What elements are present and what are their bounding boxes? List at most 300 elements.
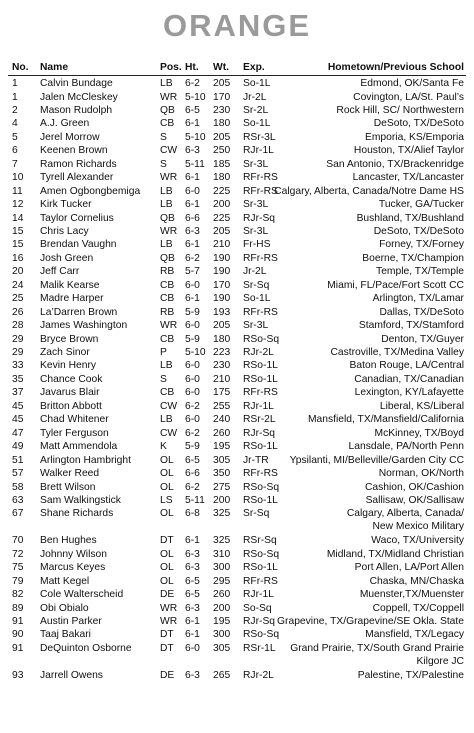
- table-header: [0, 61, 474, 74]
- cell-hometown: Grapevine, TX/Grapevine/SE Okla. State: [277, 616, 464, 627]
- cell-wt: 310: [213, 548, 231, 560]
- cell-hometown: Canadian, TX/Canadian: [354, 373, 464, 385]
- cell-hometown: Sallisaw, OK/Sallisaw: [365, 494, 464, 506]
- cell-no: 89: [12, 602, 24, 614]
- cell-no: 15: [12, 225, 24, 237]
- table-row: [0, 77, 474, 90]
- cell-pos: S: [160, 131, 167, 143]
- cell-no: 91: [12, 616, 24, 627]
- cell-name: DeQuinton Osborne: [40, 642, 132, 654]
- cell-name: Austin Parker: [40, 616, 102, 627]
- header-pos: Pos.: [160, 62, 182, 73]
- cell-no: 51: [12, 454, 24, 466]
- cell-exp: RJr-2L: [243, 347, 274, 358]
- cell-ht: 6-2: [185, 400, 200, 412]
- cell-no: 10: [12, 172, 24, 184]
- cell-no: 1: [12, 91, 18, 103]
- cell-no: 33: [12, 360, 24, 372]
- cell-name: Javarus Blair: [40, 387, 100, 399]
- table-row: [0, 306, 474, 319]
- table-row: [0, 413, 474, 426]
- cell-no: 29: [12, 333, 24, 345]
- cell-ht: 6-0: [185, 387, 200, 399]
- cell-no: 49: [12, 441, 24, 453]
- cell-pos: LB: [160, 185, 173, 197]
- cell-ht: 6-3: [185, 602, 200, 614]
- cell-wt: 205: [213, 78, 231, 89]
- cell-name: Chance Cook: [40, 373, 103, 385]
- table-row: [0, 400, 474, 413]
- cell-no: 93: [12, 669, 24, 681]
- cell-ht: 6-1: [185, 293, 200, 305]
- cell-hometown: Covington, LA/St. Paul’s: [353, 91, 464, 103]
- cell-pos: WR: [160, 172, 178, 184]
- cell-hometown: Miami, FL/Pace/Fort Scott CC: [327, 279, 464, 291]
- cell-no: 5: [12, 131, 18, 143]
- cell-name: Taaj Bakari: [40, 629, 91, 641]
- cell-hometown-continued: New Mexico Military: [372, 521, 464, 533]
- table-row: [0, 198, 474, 211]
- header-exp: Exp.: [243, 62, 265, 73]
- cell-wt: 223: [213, 347, 231, 358]
- cell-hometown: Lexington, KY/Lafayette: [354, 387, 464, 399]
- cell-no: 47: [12, 427, 24, 439]
- cell-wt: 225: [213, 185, 231, 197]
- cell-wt: 170: [213, 91, 231, 103]
- cell-no: 26: [12, 306, 24, 318]
- cell-exp: So-Sq: [243, 602, 272, 614]
- cell-exp: RFr-RS: [243, 575, 278, 587]
- cell-name: Cole Walterscheid: [40, 589, 124, 601]
- cell-name: Johnny Wilson: [40, 548, 107, 560]
- cell-ht: 6-5: [185, 575, 200, 587]
- cell-hometown: Boerne, TX/Champion: [362, 252, 464, 264]
- cell-name: Brett Wilson: [40, 481, 96, 493]
- cell-exp: Sr-3L: [243, 199, 269, 211]
- cell-hometown: Baton Rouge, LA/Central: [349, 360, 464, 372]
- cell-name: Bryce Brown: [40, 333, 99, 345]
- cell-exp: RFr-RS: [243, 468, 278, 479]
- cell-ht: 6-0: [185, 279, 200, 291]
- cell-wt: 170: [213, 279, 231, 291]
- cell-ht: 6-1: [185, 616, 200, 627]
- table-row: [0, 642, 474, 667]
- cell-no: 63: [12, 494, 24, 506]
- cell-exp: RSr-Sq: [243, 535, 277, 547]
- cell-wt: 275: [213, 481, 231, 493]
- table-row: [0, 212, 474, 225]
- cell-ht: 6-0: [185, 320, 200, 332]
- cell-exp: RSo-1L: [243, 360, 278, 372]
- cell-hometown: Calgary, Alberta, Canada/: [346, 508, 464, 520]
- table-row: [0, 346, 474, 359]
- cell-exp: RSr-2L: [243, 414, 276, 426]
- cell-pos: OL: [160, 468, 174, 479]
- table-row: [0, 373, 474, 386]
- cell-hometown-continued: Kilgore JC: [416, 655, 464, 667]
- cell-no: 70: [12, 535, 24, 547]
- cell-wt: 190: [213, 252, 231, 264]
- cell-no: 20: [12, 266, 24, 278]
- table-row: [0, 225, 474, 238]
- cell-wt: 250: [213, 145, 231, 157]
- cell-wt: 260: [213, 589, 231, 601]
- cell-exp: RSo-1L: [243, 562, 278, 574]
- cell-no: 75: [12, 562, 24, 574]
- table-row: [0, 548, 474, 561]
- cell-ht: 6-1: [185, 629, 200, 641]
- cell-exp: Jr-2L: [243, 266, 267, 278]
- cell-ht: 6-2: [185, 78, 200, 89]
- cell-pos: P: [160, 347, 167, 358]
- cell-name: Chad Whitener: [40, 414, 109, 426]
- table-row: [0, 467, 474, 480]
- cell-wt: 255: [213, 400, 231, 412]
- cell-no: 91: [12, 642, 24, 654]
- cell-pos: RB: [160, 266, 175, 278]
- cell-wt: 190: [213, 293, 231, 305]
- cell-ht: 6-5: [185, 104, 200, 116]
- cell-no: 14: [12, 212, 24, 224]
- table-row: [0, 265, 474, 278]
- cell-pos: DT: [160, 642, 174, 654]
- cell-exp: RFr-RS: [243, 252, 278, 264]
- cell-wt: 193: [213, 306, 231, 318]
- cell-hometown: Cashion, OK/Cashion: [364, 481, 464, 493]
- table-row: [0, 386, 474, 399]
- cell-pos: WR: [160, 616, 178, 627]
- cell-ht: 5-9: [185, 333, 200, 345]
- cell-exp: RFr-RS: [243, 387, 278, 399]
- cell-name: Calvin Bundage: [40, 78, 113, 89]
- cell-ht: 6-1: [185, 199, 200, 211]
- cell-pos: LB: [160, 199, 173, 211]
- cell-exp: Sr-3L: [243, 225, 269, 237]
- cell-pos: OL: [160, 454, 174, 466]
- cell-ht: 6-3: [185, 562, 200, 574]
- cell-exp: Sr-Sq: [243, 508, 270, 520]
- table-row: [0, 91, 474, 104]
- header-hometown: Hometown/Previous School: [327, 62, 464, 73]
- cell-pos: OL: [160, 562, 174, 574]
- cell-no: 1: [12, 78, 18, 89]
- cell-name: Taylor Cornelius: [40, 212, 114, 224]
- cell-hometown: Castroville, TX/Medina Valley: [330, 347, 464, 358]
- cell-exp: RJr-2L: [243, 669, 274, 681]
- cell-ht: 5-9: [185, 306, 200, 318]
- cell-ht: 6-3: [185, 145, 200, 157]
- header-wt: Wt.: [213, 62, 230, 73]
- cell-exp: RSo-Sq: [243, 629, 280, 641]
- cell-ht: 6-8: [185, 508, 200, 520]
- cell-exp: RFr-RS: [243, 306, 278, 318]
- cell-exp: RJr-Sq: [243, 427, 276, 439]
- cell-name: Marcus Keyes: [40, 562, 106, 574]
- cell-name: Jeff Carr: [40, 266, 80, 278]
- cell-name: James Washington: [40, 320, 128, 332]
- cell-exp: RJr-1L: [243, 400, 274, 412]
- cell-wt: 210: [213, 373, 231, 385]
- table-row: [0, 602, 474, 615]
- cell-hometown: McKinney, TX/Boyd: [374, 427, 464, 439]
- cell-ht: 6-0: [185, 373, 200, 385]
- cell-ht: 6-6: [185, 468, 200, 479]
- cell-ht: 6-1: [185, 239, 200, 251]
- cell-ht: 6-2: [185, 481, 200, 493]
- cell-ht: 5-11: [185, 158, 205, 170]
- cell-hometown: DeSoto, TX/DeSoto: [373, 118, 464, 130]
- cell-hometown: Rock Hill, SC/ Northwestern: [336, 104, 464, 116]
- table-row: [0, 507, 474, 533]
- cell-ht: 6-6: [185, 212, 200, 224]
- cell-pos: CB: [160, 293, 175, 305]
- cell-ht: 5-11: [185, 494, 205, 506]
- cell-wt: 200: [213, 199, 231, 211]
- cell-exp: Sr-Sq: [243, 279, 270, 291]
- cell-exp: RSo-Sq: [243, 333, 280, 345]
- cell-exp: RSr-3L: [243, 131, 276, 143]
- cell-no: 16: [12, 252, 24, 264]
- table-row: [0, 615, 474, 628]
- cell-wt: 225: [213, 212, 231, 224]
- cell-name: Amen Ogbongbemiga: [40, 185, 141, 197]
- table-row: [0, 588, 474, 601]
- cell-pos: LB: [160, 360, 173, 372]
- cell-wt: 300: [213, 562, 231, 574]
- cell-hometown: Dallas, TX/DeSoto: [379, 306, 464, 318]
- cell-hometown: Mansfield, TX/Legacy: [365, 629, 464, 641]
- cell-name: Sam Walkingstick: [40, 494, 121, 506]
- cell-pos: DE: [160, 669, 175, 681]
- cell-ht: 6-5: [185, 454, 200, 466]
- cell-exp: Jr-2L: [243, 91, 267, 103]
- cell-wt: 325: [213, 535, 231, 547]
- cell-exp: RSo-Sq: [243, 548, 280, 560]
- table-row: [0, 575, 474, 588]
- cell-ht: 6-5: [185, 589, 200, 601]
- cell-name: Malik Kearse: [40, 279, 100, 291]
- cell-no: 82: [12, 589, 24, 601]
- cell-hometown: Norman, OK/North: [378, 468, 464, 479]
- cell-name: Jerel Morrow: [40, 131, 100, 143]
- cell-ht: 6-0: [185, 414, 200, 426]
- table-row: [0, 427, 474, 440]
- cell-hometown: Muenster,TX/Muenster: [359, 589, 464, 601]
- cell-name: Jalen McCleskey: [40, 91, 118, 103]
- cell-wt: 305: [213, 454, 231, 466]
- table-row: [0, 534, 474, 547]
- cell-name: Arlington Hambright: [40, 454, 131, 466]
- cell-wt: 230: [213, 360, 231, 372]
- cell-no: 25: [12, 293, 24, 305]
- cell-pos: CW: [160, 400, 178, 412]
- cell-hometown: Palestine, TX/Palestine: [357, 669, 464, 681]
- cell-hometown: Temple, TX/Temple: [376, 266, 464, 278]
- cell-pos: RB: [160, 306, 175, 318]
- cell-hometown: Calgary, Alberta, Canada/Notre Dame HS: [274, 185, 464, 197]
- cell-wt: 240: [213, 414, 231, 426]
- header-no: No.: [12, 62, 29, 73]
- cell-pos: OL: [160, 575, 174, 587]
- cell-ht: 6-1: [185, 172, 200, 184]
- cell-no: 28: [12, 320, 24, 332]
- cell-hometown: Houston, TX/Alief Taylor: [353, 145, 464, 157]
- cell-exp: Sr-3L: [243, 158, 269, 170]
- table-row: [0, 279, 474, 292]
- cell-wt: 305: [213, 642, 231, 654]
- cell-hometown: Edmond, OK/Santa Fe: [360, 78, 464, 89]
- table-row: [0, 158, 474, 171]
- cell-hometown: Arlington, TX/Lamar: [372, 293, 464, 305]
- cell-exp: RSo-1L: [243, 373, 278, 385]
- cell-pos: OL: [160, 548, 174, 560]
- cell-no: 90: [12, 629, 24, 641]
- table-row: [0, 144, 474, 157]
- team-title: ORANGE: [162, 8, 312, 43]
- cell-pos: CB: [160, 333, 175, 345]
- cell-no: 35: [12, 373, 24, 385]
- table-row: [0, 481, 474, 494]
- cell-exp: Jr-TR: [243, 454, 269, 466]
- cell-wt: 350: [213, 468, 231, 479]
- cell-ht: 5-9: [185, 441, 200, 453]
- cell-wt: 325: [213, 508, 231, 520]
- cell-ht: 6-0: [185, 360, 200, 372]
- cell-ht: 6-3: [185, 225, 200, 237]
- cell-no: 79: [12, 575, 24, 587]
- cell-exp: So-1L: [243, 118, 271, 130]
- cell-ht: 5-7: [185, 266, 200, 278]
- cell-hometown: Ypsilanti, MI/Belleville/Garden City CC: [289, 454, 464, 466]
- cell-name: Shane Richards: [40, 508, 114, 520]
- cell-hometown: Lansdale, PA/North Penn: [348, 441, 464, 453]
- cell-pos: WR: [160, 91, 178, 103]
- cell-pos: WR: [160, 602, 178, 614]
- cell-ht: 6-3: [185, 548, 200, 560]
- cell-wt: 190: [213, 266, 231, 278]
- cell-no: 12: [12, 199, 24, 211]
- cell-wt: 205: [213, 225, 231, 237]
- cell-no: 72: [12, 548, 24, 560]
- cell-pos: DE: [160, 589, 175, 601]
- table-row: [0, 238, 474, 251]
- cell-wt: 205: [213, 131, 231, 143]
- cell-pos: CB: [160, 387, 175, 399]
- cell-hometown: Lancaster, TX/Lancaster: [352, 172, 464, 184]
- cell-wt: 180: [213, 333, 231, 345]
- cell-name: La’Darren Brown: [40, 306, 118, 318]
- table-row: [0, 454, 474, 467]
- header-ht: Ht.: [185, 62, 199, 73]
- table-row: [0, 292, 474, 305]
- table-row: [0, 171, 474, 184]
- cell-wt: 260: [213, 427, 231, 439]
- cell-exp: Sr-2L: [243, 104, 269, 116]
- cell-hometown: Mansfield, TX/Mansfield/California: [307, 414, 464, 426]
- cell-exp: So-1L: [243, 78, 271, 89]
- cell-ht: 6-2: [185, 252, 200, 264]
- cell-pos: WR: [160, 320, 178, 332]
- cell-ht: 5-10: [185, 91, 206, 103]
- cell-wt: 180: [213, 118, 231, 130]
- cell-ht: 6-2: [185, 427, 200, 439]
- table-row: [0, 319, 474, 332]
- cell-hometown: Stamford, TX/Stamford: [358, 320, 464, 332]
- cell-no: 15: [12, 239, 24, 251]
- cell-name: Brendan Vaughn: [40, 239, 117, 251]
- cell-no: 11: [12, 185, 23, 197]
- cell-wt: 200: [213, 494, 231, 506]
- cell-wt: 195: [213, 441, 231, 453]
- cell-hometown: Port Allen, LA/Port Allen: [354, 562, 464, 574]
- cell-pos: QB: [160, 104, 175, 116]
- cell-wt: 180: [213, 172, 231, 184]
- cell-wt: 195: [213, 616, 231, 627]
- cell-pos: S: [160, 158, 167, 170]
- cell-wt: 210: [213, 239, 231, 251]
- cell-pos: LB: [160, 414, 173, 426]
- table-row: [0, 628, 474, 641]
- cell-wt: 300: [213, 629, 231, 641]
- cell-pos: OL: [160, 508, 174, 520]
- cell-pos: DT: [160, 535, 174, 547]
- cell-exp: RFr-RS: [243, 185, 278, 197]
- cell-ht: 5-10: [185, 131, 206, 143]
- cell-pos: CB: [160, 279, 175, 291]
- cell-exp: RFr-RS: [243, 172, 278, 184]
- cell-ht: 6-0: [185, 185, 200, 197]
- cell-pos: WR: [160, 225, 178, 237]
- cell-pos: OL: [160, 481, 174, 493]
- cell-exp: RSr-1L: [243, 642, 276, 654]
- cell-pos: CW: [160, 427, 178, 439]
- cell-pos: CW: [160, 145, 178, 157]
- cell-name: Zach Sinor: [40, 347, 90, 358]
- cell-name: A.J. Green: [40, 118, 90, 130]
- cell-wt: 175: [213, 387, 231, 399]
- cell-name: Ramon Richards: [40, 158, 117, 170]
- cell-exp: RJr-1L: [243, 145, 274, 157]
- cell-name: Tyler Ferguson: [40, 427, 109, 439]
- cell-name: Mason Rudolph: [40, 104, 113, 116]
- cell-exp: RJr-Sq: [243, 616, 276, 627]
- cell-wt: 185: [213, 158, 231, 170]
- cell-no: 37: [12, 387, 24, 399]
- table-row: [0, 104, 474, 117]
- cell-ht: 6-3: [185, 669, 200, 681]
- cell-exp: So-1L: [243, 293, 271, 305]
- cell-name: Matt Kegel: [40, 575, 90, 587]
- cell-hometown: Denton, TX/Guyer: [381, 333, 464, 345]
- cell-ht: 6-1: [185, 118, 200, 130]
- cell-wt: 200: [213, 602, 231, 614]
- cell-no: 24: [12, 279, 24, 291]
- table-row: [0, 333, 474, 346]
- cell-pos: LS: [160, 494, 173, 506]
- table-row: [0, 117, 474, 130]
- cell-no: 58: [12, 481, 24, 493]
- cell-exp: RJr-Sq: [243, 212, 276, 224]
- table-row: [0, 669, 474, 682]
- cell-name: Matt Ammendola: [40, 441, 118, 453]
- cell-name: Chris Lacy: [40, 225, 89, 237]
- cell-wt: 230: [213, 104, 231, 116]
- cell-name: Jarrell Owens: [40, 669, 103, 681]
- cell-pos: LB: [160, 78, 173, 89]
- cell-wt: 265: [213, 669, 231, 681]
- cell-name: Kevin Henry: [40, 360, 97, 372]
- table-row: [0, 185, 474, 198]
